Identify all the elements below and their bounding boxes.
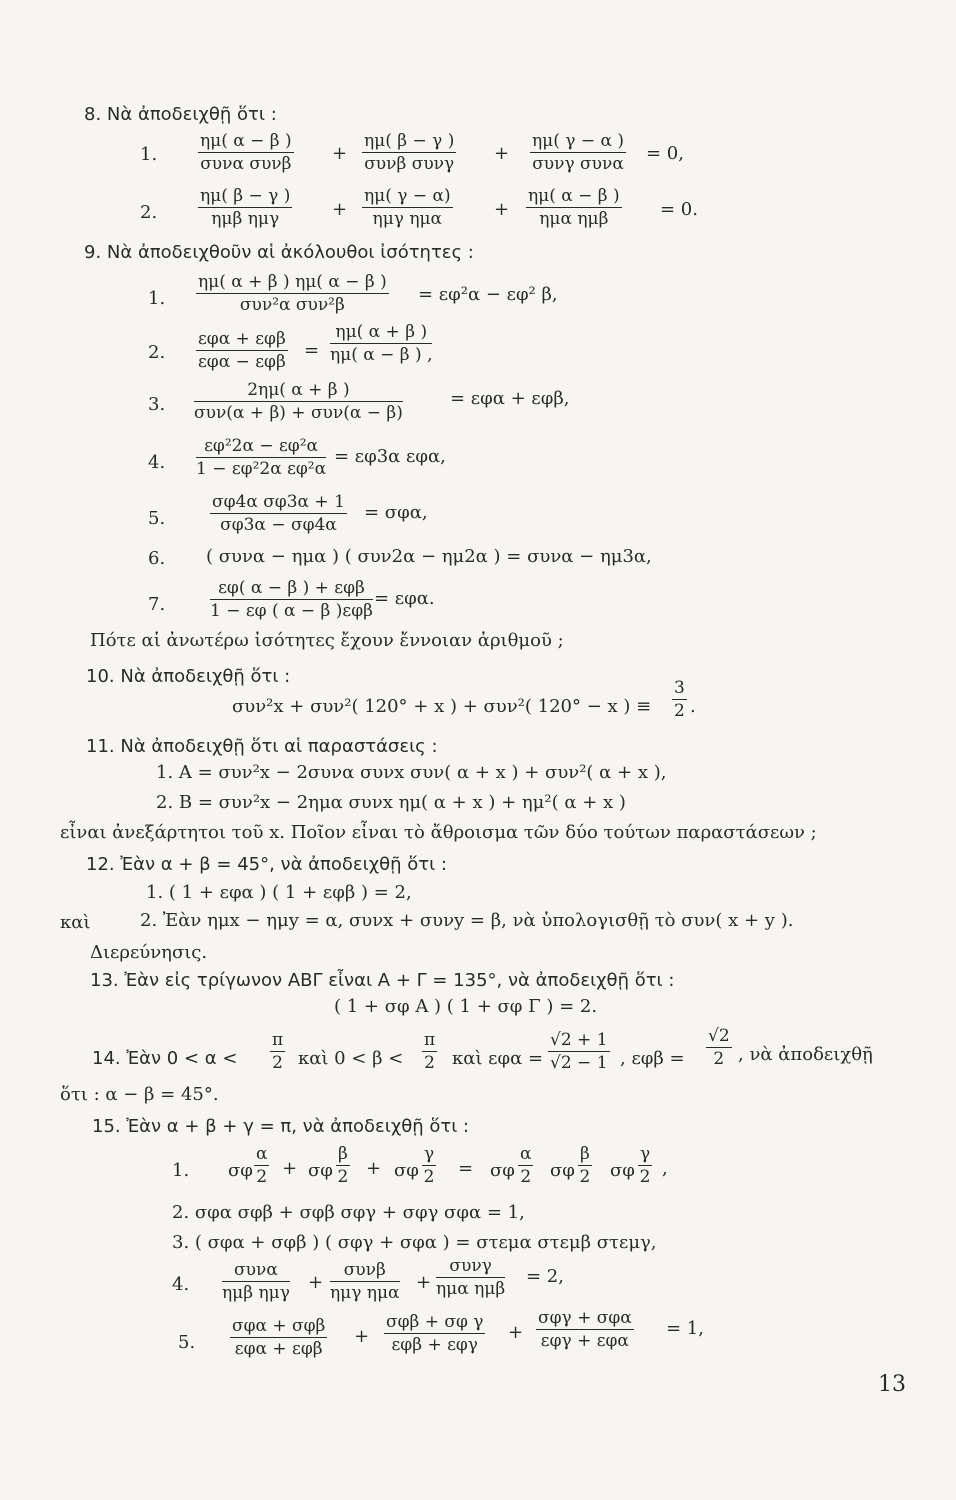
p8-item1-fraction-3: ημ( γ − α ) συνγ συνα <box>532 131 624 174</box>
plus-sign: + <box>332 143 348 164</box>
p9-item6-index: 6. <box>148 548 166 569</box>
p9-item2-fraction-2: $\frac{\eta\mu( \alpha + \beta )}{\eta\mu( \alpha - \beta ) ,}$ <box>330 322 433 365</box>
p9-item6-equation: ( συνα − ημα ) ( συν2α − ημ2α ) = συνα − ημ3α, <box>206 546 652 567</box>
p8-item1-result: = 0, <box>646 143 684 164</box>
equals-sign: = <box>304 340 320 361</box>
p15-item5-fraction-3: σφγ + σφα εφγ + εφα <box>538 1308 632 1351</box>
half-alpha: $\frac{\alpha}{2}$ <box>520 1144 532 1187</box>
p12-item2: 2. Ἐὰν ημx − ημy = α, συνx + συνy = β, νὰ ὑπολογισθῇ τὸ συν( x + y ). <box>140 910 794 931</box>
p9-item3-fraction: 2ημ( α + β ) συν(α + β) + συν(α − β) <box>194 380 403 423</box>
plus-sign: + <box>366 1158 382 1179</box>
half-gamma: $\frac{\gamma}{2}$ <box>423 1144 435 1187</box>
p9-item4-rhs: = εφ3α εφα, <box>334 446 446 467</box>
plus-sign: + <box>332 199 348 220</box>
p9-item1-fraction: ημ( α + β ) ημ( α − β ) συν²α συν²β <box>198 272 387 315</box>
equals-sign: = <box>458 1158 474 1179</box>
half-beta: $\frac{\beta}{2}$ <box>337 1144 349 1187</box>
p9-item7-rhs: = εφα. <box>374 588 435 609</box>
problem-14-part-2: καὶ 0 < β < <box>298 1048 404 1069</box>
cot-symbol: σφ <box>610 1160 635 1181</box>
plus-sign: + <box>508 1322 524 1343</box>
p15-item4-fraction-2: συνβ ημγ ημα <box>330 1260 400 1303</box>
p11-item1: 1. A = συν²x − 2συνα συνx συν( α + x ) + συν²( α + x ), <box>156 762 667 783</box>
problem-15-heading: 15. Ἐὰν α + β + γ = π, νὰ ἀποδειχθῇ ὅτι : <box>92 1116 470 1137</box>
p15-item4-fraction-3: συνγ ημα ημβ <box>436 1256 506 1299</box>
p8-item1-fraction-1: ημ( α − β ) συνα συνβ <box>200 131 292 174</box>
p9-item1-rhs: = εφ²α − εφ² β, <box>418 284 558 305</box>
p12-kai: καὶ <box>60 912 91 933</box>
problem-14-part-3: καὶ εφα = <box>452 1048 544 1069</box>
p9-item5-rhs: = σφα, <box>364 502 428 523</box>
p10-period: . <box>690 696 696 717</box>
p15-item5-result: = 1, <box>666 1318 704 1339</box>
p8-item2-fraction-3: ημ( α − β ) ημα ημβ <box>528 186 620 229</box>
p15-item4-result: = 2, <box>526 1266 564 1287</box>
p13-equation: ( 1 + σφ Α ) ( 1 + σφ Γ ) = 2. <box>334 996 598 1017</box>
p15-item5-index: 5. <box>178 1332 196 1353</box>
p11-question: εἶναι ἀνεξάρτητοι τοῦ x. Ποῖον εἶναι τὸ ἄθροισμα τῶν δύο τούτων παραστάσεων ; <box>60 822 817 843</box>
problem-10-heading: 10. Νὰ ἀποδειχθῇ ὅτι : <box>86 666 291 687</box>
p8-item2-index: 2. <box>140 202 158 223</box>
p9-item4-fraction: $\frac{\text{εφ²2α − εφ²α}}{\text{1 − εφ²2α εφ²α}}$ <box>196 436 327 479</box>
plus-sign: + <box>416 1272 432 1293</box>
p8-item1-fraction-2: ημ( β − γ ) συνβ συνγ <box>364 131 455 174</box>
p11-item2: 2. B = συν²x − 2ημα συνx ημ( α + x ) + ημ²( α + x ) <box>156 792 626 813</box>
p8-item1-index: 1. <box>140 144 158 165</box>
plus-sign: + <box>494 199 510 220</box>
problem-9-heading: 9. Νὰ ἀποδειχθοῦν αἱ ἀκόλουθοι ἰσότητες : <box>84 242 474 263</box>
half-alpha: $\frac{\alpha}{2}$ <box>256 1144 268 1187</box>
problem-13-heading: 13. Ἐὰν εἰς τρίγωνον ΑΒΓ εἶναι Α + Γ = 135°, νὰ ἀποδειχθῇ ὅτι : <box>90 970 675 991</box>
p9-item1-index: 1. <box>148 288 166 309</box>
plus-sign: + <box>354 1326 370 1347</box>
p15-item5-fraction-1: σφα + σφβ εφα + εφβ <box>232 1316 326 1359</box>
half-gamma: $\frac{\gamma}{2}$ <box>639 1144 651 1187</box>
p15-item2: 2. σφα σφβ + σφβ σφγ + σφγ σφα = 1, <box>172 1202 525 1223</box>
plus-sign: + <box>282 1158 298 1179</box>
p14-tan-beta-fraction: $\frac{√2}{2}$ <box>708 1026 730 1069</box>
p9-item5-index: 5. <box>148 508 166 529</box>
p8-item2-result: = 0. <box>660 199 698 220</box>
p15-item3: 3. ( σφα + σφβ ) ( σφγ + σφα ) = στεμα στεμβ στεμγ, <box>172 1232 657 1253</box>
p15-item1-index: 1. <box>172 1160 190 1181</box>
problem-8-heading: 8. Νὰ ἀποδειχθῇ ὅτι : <box>84 104 277 125</box>
p14-pi-over-2-a: $\frac{\pi}{2}$ <box>272 1030 284 1073</box>
problem-14-conclusion: ὅτι : α − β = 45°. <box>60 1084 219 1105</box>
p15-item4-index: 4. <box>172 1274 190 1295</box>
p9-item4-index: 4. <box>148 452 166 473</box>
comma: , <box>662 1158 668 1179</box>
cot-symbol: σφ <box>308 1160 333 1181</box>
p14-pi-over-2-b: $\frac{\pi}{2}$ <box>424 1030 436 1073</box>
p12-discussion: Διερεύνησις. <box>90 942 208 963</box>
problem-14-part-4: , εφβ = <box>620 1048 685 1069</box>
p10-fraction: $\frac{3}{2}$ <box>674 678 685 721</box>
cot-symbol: σφ <box>550 1160 575 1181</box>
p12-item1: 1. ( 1 + εφα ) ( 1 + εφβ ) = 2, <box>146 882 412 903</box>
page-number: 13 <box>878 1372 906 1397</box>
p15-item5-fraction-2: σφβ + σφ γ εφβ + εφγ <box>386 1312 484 1355</box>
p10-identity: συν²x + συν²( 120° + x ) + συν²( 120° − x ) ≡ <box>232 696 652 717</box>
p9-item7-fraction: εφ( α − β ) + εφβ 1 − εφ ( α − β )εφβ <box>210 578 373 621</box>
p15-item4-fraction-1: συνα ημβ ημγ <box>222 1260 290 1303</box>
plus-sign: + <box>494 143 510 164</box>
p8-item2-fraction-2: ημ( γ − α) ημγ ημα <box>364 186 451 229</box>
p8-item2-fraction-1: ημ( β − γ ) ημβ ημγ <box>200 186 291 229</box>
half-beta: $\frac{\beta}{2}$ <box>579 1144 591 1187</box>
p9-item3-rhs: = εφα + εφβ, <box>450 388 570 409</box>
p14-tan-alpha-fraction: $\frac{√2 + 1}{√2 - 1}$ <box>550 1030 608 1073</box>
p9-item3-index: 3. <box>148 394 166 415</box>
p9-item2-fraction-1: εφα + εφβ εφα − εφβ <box>198 329 286 372</box>
p9-item2-index: 2. <box>148 342 166 363</box>
plus-sign: + <box>308 1272 324 1293</box>
problem-12-heading: 12. Ἐὰν α + β = 45°, νὰ ἀποδειχθῇ ὅτι : <box>86 854 447 875</box>
problem-11-heading: 11. Νὰ ἀποδειχθῇ ὅτι αἱ παραστάσεις : <box>86 736 438 757</box>
cot-symbol: σφ <box>228 1160 253 1181</box>
cot-symbol: σφ <box>394 1160 419 1181</box>
problem-14-part-1: 14. Ἐὰν 0 < α < <box>92 1048 238 1069</box>
problem-14-part-5: , νὰ ἀποδειχθῇ <box>738 1044 873 1065</box>
p9-item7-index: 7. <box>148 594 166 615</box>
cot-symbol: σφ <box>490 1160 515 1181</box>
p9-item5-fraction: $\frac{\text{σφ4α σφ3α + 1}}{\sigma\varphi 3\alpha - \sigma\varphi 4\alpha}$ <box>212 492 345 535</box>
p9-question: Πότε αἱ ἀνωτέρω ἰσότητες ἔχουν ἔννοιαν ἀριθμοῦ ; <box>90 630 564 651</box>
